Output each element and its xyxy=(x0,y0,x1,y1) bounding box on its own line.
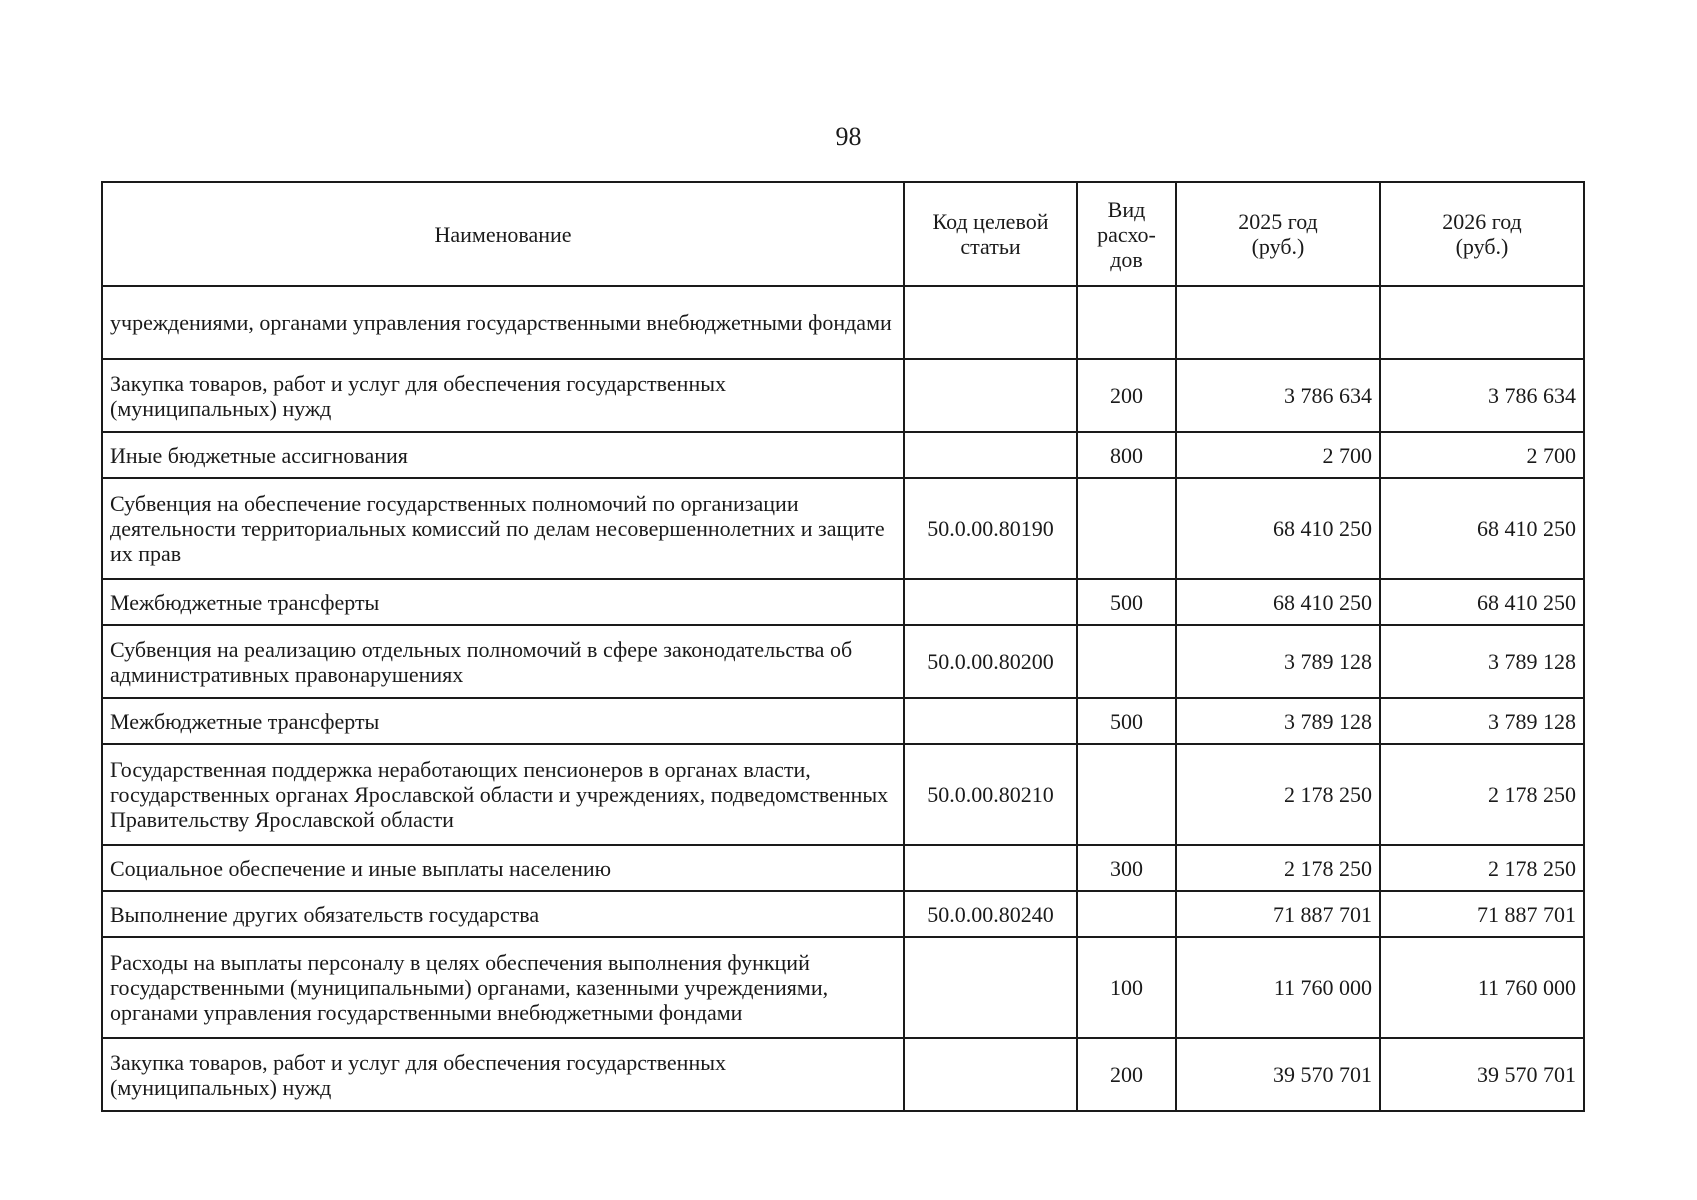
row-amount-2025: 2 700 xyxy=(1176,432,1380,478)
row-kind: 800 xyxy=(1077,432,1176,478)
row-code xyxy=(904,286,1077,359)
row-kind xyxy=(1077,625,1176,698)
row-code: 50.0.00.80190 xyxy=(904,478,1077,579)
header-code-line-1: Код целевой xyxy=(932,209,1049,234)
table-row xyxy=(102,698,1584,744)
row-code: 50.0.00.80240 xyxy=(904,891,1077,937)
row-name: учреждениями, органами управления государственными внебюджетными фондами xyxy=(102,286,904,359)
table-row xyxy=(102,286,1584,359)
row-amount-2026: 2 700 xyxy=(1380,432,1584,478)
row-name: Закупка товаров, работ и услуг для обеспечения государственных (муниципальных) нужд xyxy=(102,359,904,432)
table-row xyxy=(102,1038,1584,1111)
row-kind: 300 xyxy=(1077,845,1176,891)
row-name: Субвенция на реализацию отдельных полномочий в сфере законодательства об административных правонарушениях xyxy=(102,625,904,698)
row-amount-2025: 3 786 634 xyxy=(1176,359,1380,432)
row-amount-2025: 2 178 250 xyxy=(1176,845,1380,891)
row-kind xyxy=(1077,744,1176,845)
row-kind: 500 xyxy=(1077,698,1176,744)
row-kind: 500 xyxy=(1077,579,1176,625)
row-amount-2026 xyxy=(1380,286,1584,359)
row-amount-2026: 3 789 128 xyxy=(1380,698,1584,744)
table-row xyxy=(102,478,1584,579)
row-amount-2026: 2 178 250 xyxy=(1380,845,1584,891)
row-name: Государственная поддержка неработающих пенсионеров в органах власти, государственных органах Ярославской области и учреждениях, подведомственных Правительству Ярославской области xyxy=(102,744,904,845)
header-kind-line-1: Вид xyxy=(1107,196,1146,222)
table-row xyxy=(102,432,1584,478)
table-row xyxy=(102,359,1584,432)
table-row xyxy=(102,744,1584,845)
row-code xyxy=(904,579,1077,625)
row-kind: 200 xyxy=(1077,1038,1176,1111)
header-kind-line-3: дов xyxy=(1110,246,1143,272)
header-year-2026-line-1: 2026 год xyxy=(1442,209,1522,234)
row-name: Иные бюджетные ассигнования xyxy=(102,432,904,478)
row-amount-2026: 11 760 000 xyxy=(1380,937,1584,1038)
row-kind: 200 xyxy=(1077,359,1176,432)
row-name: Межбюджетные трансферты xyxy=(102,579,904,625)
header-kind xyxy=(1077,182,1176,286)
row-amount-2025: 71 887 701 xyxy=(1176,891,1380,937)
row-code xyxy=(904,432,1077,478)
table-row xyxy=(102,891,1584,937)
row-amount-2025: 2 178 250 xyxy=(1176,744,1380,845)
header-code xyxy=(904,182,1077,286)
row-name: Социальное обеспечение и иные выплаты населению xyxy=(102,845,904,891)
row-amount-2026: 68 410 250 xyxy=(1380,478,1584,579)
row-amount-2025: 3 789 128 xyxy=(1176,625,1380,698)
row-amount-2025: 68 410 250 xyxy=(1176,579,1380,625)
header-name: Наименование xyxy=(102,182,904,286)
row-amount-2025: 3 789 128 xyxy=(1176,698,1380,744)
row-name: Выполнение других обязательств государства xyxy=(102,891,904,937)
row-amount-2025: 68 410 250 xyxy=(1176,478,1380,579)
row-code: 50.0.00.80200 xyxy=(904,625,1077,698)
table-row xyxy=(102,937,1584,1038)
row-amount-2025: 39 570 701 xyxy=(1176,1038,1380,1111)
header-year-2025-line-1: 2025 год xyxy=(1238,209,1318,234)
table-row xyxy=(102,579,1584,625)
budget-table xyxy=(101,181,1585,1112)
row-amount-2026: 3 786 634 xyxy=(1380,359,1584,432)
row-name: Субвенция на обеспечение государственных полномочий по организации деятельности территориальных комиссий по делам несовершеннолетних и защите их прав xyxy=(102,478,904,579)
row-amount-2026: 68 410 250 xyxy=(1380,579,1584,625)
header-year-2026-line-2: (руб.) xyxy=(1455,234,1509,259)
header-kind-line-2: расхо- xyxy=(1097,221,1156,247)
row-code xyxy=(904,359,1077,432)
row-amount-2026: 3 789 128 xyxy=(1380,625,1584,698)
row-code xyxy=(904,845,1077,891)
table-row xyxy=(102,845,1584,891)
page-number: 98 xyxy=(835,122,862,151)
table-header-row xyxy=(102,182,1584,286)
row-kind xyxy=(1077,891,1176,937)
row-name: Межбюджетные трансферты xyxy=(102,698,904,744)
row-amount-2025: 11 760 000 xyxy=(1176,937,1380,1038)
row-name: Расходы на выплаты персоналу в целях обеспечения выполнения функций государственными (муниципальными) органами, казенными учреждениями, органами управления государственными внебюджетными фондами xyxy=(102,937,904,1038)
row-amount-2025 xyxy=(1176,286,1380,359)
table-row xyxy=(102,625,1584,698)
row-code xyxy=(904,937,1077,1038)
row-kind xyxy=(1077,286,1176,359)
header-year-2025-line-2: (руб.) xyxy=(1251,234,1305,259)
row-name: Закупка товаров, работ и услуг для обеспечения государственных (муниципальных) нужд xyxy=(102,1038,904,1111)
row-amount-2026: 2 178 250 xyxy=(1380,744,1584,845)
header-year-2026 xyxy=(1380,182,1584,286)
header-code-line-2: статьи xyxy=(960,234,1021,259)
row-amount-2026: 71 887 701 xyxy=(1380,891,1584,937)
row-code xyxy=(904,1038,1077,1111)
row-kind: 100 xyxy=(1077,937,1176,1038)
row-code xyxy=(904,698,1077,744)
row-code: 50.0.00.80210 xyxy=(904,744,1077,845)
header-year-2025 xyxy=(1176,182,1380,286)
row-kind xyxy=(1077,478,1176,579)
row-amount-2026: 39 570 701 xyxy=(1380,1038,1584,1111)
